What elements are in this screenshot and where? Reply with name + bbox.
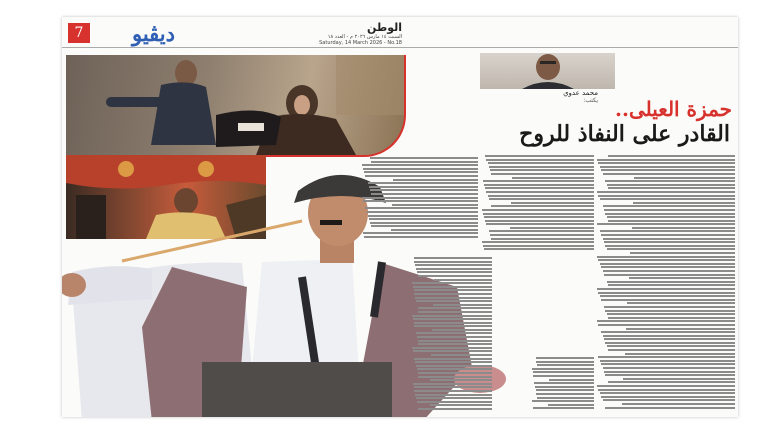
text-line [414, 322, 492, 324]
text-line [604, 338, 735, 340]
text-line [603, 270, 735, 272]
text-line [608, 317, 735, 319]
text-line [414, 261, 492, 263]
text-line [604, 274, 735, 276]
text-line [371, 161, 478, 163]
text-line [535, 386, 594, 388]
text-line [603, 399, 735, 401]
text-line [601, 331, 735, 333]
article-headline: حمزة العيلى.. [615, 97, 732, 121]
text-line [485, 155, 594, 157]
text-line [431, 354, 492, 356]
text-line [608, 220, 735, 222]
text-line [416, 365, 492, 367]
text-line [364, 171, 478, 173]
text-line [629, 277, 735, 279]
text-line [418, 408, 492, 410]
text-line [416, 397, 492, 399]
text-line [414, 293, 492, 295]
text-line [605, 342, 735, 344]
text-line [417, 368, 492, 370]
text-line [622, 403, 735, 405]
text-line [601, 363, 735, 365]
text-line [414, 257, 492, 259]
section-title: ديڤيو [132, 21, 176, 46]
text-line [486, 159, 594, 161]
text-line [601, 396, 735, 398]
text-line [483, 245, 594, 247]
text-line [413, 350, 492, 352]
text-line [430, 404, 492, 406]
text-line [484, 184, 594, 186]
text-line [417, 271, 492, 273]
text-line [418, 376, 492, 378]
dateline-arabic: السبت ١٤ مارس ٢٠٢٦ م - العدد ١٨ [327, 34, 402, 40]
text-line [486, 191, 594, 193]
text-line [601, 169, 735, 171]
text-line [363, 232, 478, 234]
text-line [365, 175, 478, 177]
text-line [417, 336, 492, 338]
text-line [417, 401, 492, 403]
text-line [532, 400, 594, 402]
text-column-3 [362, 157, 478, 243]
text-line [490, 169, 594, 171]
text-line [605, 310, 735, 312]
text-line [598, 389, 735, 391]
text-line [600, 392, 735, 394]
text-line [482, 209, 594, 211]
newspaper-page [62, 17, 738, 417]
text-line [534, 382, 594, 384]
text-line [627, 302, 735, 304]
text-line [362, 164, 478, 166]
text-line [414, 325, 492, 327]
dateline-english: Saturday, 14 March 2026 - No.18 [319, 40, 402, 46]
text-line [607, 216, 735, 218]
text-line [607, 281, 735, 283]
text-line [488, 162, 594, 164]
newspaper-logo: الوطن [366, 21, 402, 34]
text-line [600, 263, 735, 265]
text-line [608, 155, 735, 157]
text-column-5 [532, 357, 594, 413]
text-line [484, 216, 594, 218]
text-line [608, 187, 735, 189]
text-line [533, 371, 594, 373]
text-line [625, 353, 735, 355]
text-line [413, 383, 492, 385]
text-line [491, 205, 594, 207]
text-line [418, 307, 492, 309]
text-line [415, 264, 492, 266]
text-line [370, 222, 478, 224]
text-line [626, 328, 735, 330]
text-line [414, 386, 492, 388]
text-line [433, 304, 492, 306]
text-line [603, 367, 735, 369]
text-line [369, 218, 478, 220]
text-line [365, 207, 478, 209]
text-line [414, 289, 492, 291]
text-line [364, 236, 478, 238]
text-line [413, 286, 492, 288]
text-line [601, 299, 735, 301]
text-line [598, 195, 735, 197]
text-line [600, 166, 735, 168]
text-line [603, 205, 735, 207]
text-line [367, 211, 478, 213]
text-column-4 [412, 257, 492, 413]
text-line [532, 368, 594, 370]
text-line [603, 238, 735, 240]
page-number: 7 [68, 23, 90, 43]
text-line [607, 313, 735, 315]
text-line [600, 295, 735, 297]
text-column-2 [482, 155, 594, 255]
text-line [537, 397, 594, 399]
text-line [415, 361, 492, 363]
text-line [490, 234, 594, 236]
text-line [368, 215, 478, 217]
text-line [393, 179, 478, 181]
text-line [482, 241, 594, 243]
text-line [600, 360, 735, 362]
text-line [413, 318, 492, 320]
text-line [491, 173, 594, 175]
author-name: محمد عدوي [563, 89, 598, 97]
text-line [536, 389, 594, 391]
text-line [604, 371, 735, 373]
text-line [392, 204, 478, 206]
header-rule [62, 47, 738, 48]
text-line [370, 157, 478, 159]
text-column-1 [597, 155, 735, 413]
text-line [603, 335, 735, 337]
text-line [608, 349, 735, 351]
text-line [597, 191, 735, 193]
text-line [633, 202, 735, 204]
text-line [414, 358, 492, 360]
text-line [430, 379, 492, 381]
text-line [485, 220, 594, 222]
text-line [597, 159, 735, 161]
text-line [512, 177, 594, 179]
text-line [432, 329, 492, 331]
text-line [371, 225, 478, 227]
text-line [600, 230, 735, 232]
text-line [607, 248, 735, 250]
text-line [598, 259, 735, 261]
text-line [412, 315, 492, 317]
text-line [533, 375, 594, 377]
text-line [604, 209, 735, 211]
text-line [597, 223, 735, 225]
text-line [549, 379, 594, 381]
text-line [604, 241, 735, 243]
text-line [416, 268, 492, 270]
text-line [605, 180, 735, 182]
text-line [414, 390, 492, 392]
text-line [418, 340, 492, 342]
text-line [601, 266, 735, 268]
text-line [630, 252, 735, 254]
text-line [416, 332, 492, 334]
text-line [605, 213, 735, 215]
text-line [488, 195, 594, 197]
text-line [370, 189, 478, 191]
text-line [608, 381, 735, 383]
text-line [548, 404, 594, 406]
text-line [489, 166, 594, 168]
text-line [489, 198, 594, 200]
text-line [418, 275, 492, 277]
text-line [536, 393, 594, 395]
text-line [598, 162, 735, 164]
text-line [368, 182, 478, 184]
text-line [483, 213, 594, 215]
text-line [632, 227, 736, 229]
text-line [634, 177, 735, 179]
text-line [371, 193, 478, 195]
text-line [601, 234, 735, 236]
text-line [536, 357, 594, 359]
photo-scene-top [66, 55, 406, 157]
text-line [418, 311, 492, 313]
masthead [262, 21, 402, 46]
text-line [489, 230, 594, 232]
text-line [607, 184, 735, 186]
text-line [536, 361, 594, 363]
text-line [597, 320, 735, 322]
article-subheadline: القادر على النفاذ للروح [519, 121, 730, 147]
text-line [608, 284, 735, 286]
text-line [511, 202, 594, 204]
text-line [600, 198, 735, 200]
text-line [605, 245, 735, 247]
text-line [363, 200, 478, 202]
text-line [412, 282, 492, 284]
text-line [485, 187, 594, 189]
text-line [486, 223, 594, 225]
text-line [537, 364, 594, 366]
text-line [491, 238, 594, 240]
text-line [363, 168, 478, 170]
text-line [415, 394, 492, 396]
text-line [412, 347, 492, 349]
text-line [533, 407, 594, 409]
text-line [598, 292, 735, 294]
text-line [605, 407, 735, 409]
text-line [362, 197, 478, 199]
text-line [415, 297, 492, 299]
text-line [483, 180, 594, 182]
text-line [605, 374, 735, 376]
text-line [597, 256, 735, 258]
text-line [369, 186, 478, 188]
author-role: يكتب: [583, 97, 598, 104]
text-line [603, 173, 735, 175]
text-line [597, 385, 735, 387]
text-line [623, 378, 735, 380]
text-line [607, 345, 735, 347]
text-line [510, 227, 594, 229]
text-line [434, 279, 492, 281]
text-line [604, 306, 735, 308]
text-line [597, 288, 735, 290]
text-line [484, 248, 594, 250]
author-portrait [480, 53, 615, 89]
text-line [418, 372, 492, 374]
text-line [598, 356, 735, 358]
text-line [418, 343, 492, 345]
text-line [416, 300, 492, 302]
text-line [391, 229, 478, 231]
text-line [598, 324, 735, 326]
